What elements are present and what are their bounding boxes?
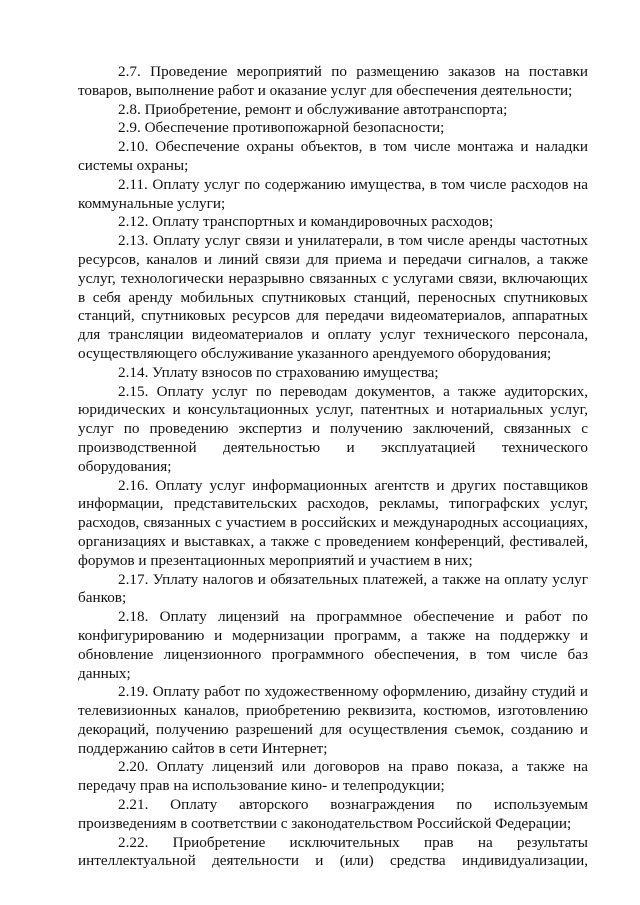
paragraph-2-12: 2.12. Оплату транспортных и командировочных расходов; <box>118 213 494 231</box>
document-body <box>78 63 588 871</box>
paragraph-2-7: 2.7. Проведение мероприятий по размещению заказов на поставки товаров, выполнение работ и оказание услуг для обеспечения деятельности; <box>78 63 588 99</box>
paragraph-2-20: 2.20. Оплату лицензий или договоров на право показа, а также на передачу прав на использование кино- и телепродукции; <box>78 758 588 795</box>
paragraph-2-17: 2.17. Уплату налогов и обязательных платежей, а также на оплату услуг банков; <box>78 570 588 607</box>
paragraph-2-8: 2.8. Приобретение, ремонт и обслуживание автотранспорта; <box>118 100 508 118</box>
paragraph-2-15: 2.15. Оплату услуг по переводам документов, а также аудиторских, юридических и консультационных услуг, патентных и нотариальных услуг, услуг по проведению экспертиз и получению заключений, связанных с производственной деятельностью и эксплуатацией технического оборудования; <box>78 382 588 475</box>
paragraph-2-22: 2.22. Приобретение исключительных прав на результаты интеллектуальной деятельности и (или) средства индивидуализации, <box>78 833 588 870</box>
paragraph-2-14: 2.14. Уплату взносов по страхованию имущества; <box>118 363 439 381</box>
paragraph-2-18: 2.18. Оплату лицензий на программное обеспечение и работ по конфигурированию и модернизации программ, а также на поддержку и обновление лицензионного программного обеспечения, в том числе баз данных; <box>78 608 588 682</box>
paragraph-2-13: 2.13. Оплату услуг связи и унилатерали, в том числе аренды частотных ресурсов, каналов и линий связи для приема и передачи сигналов, а также услуг, технологически неразрывно связанных с услугами связи, включающих в себя аренду мобильных спутниковых станций, переносных спутниковых станций, спутниковых ресурсов для передачи видеоматериалов, аппаратных для трансляции видеоматериалов и оплату услуг технического персонала, осуществляющего обслуживание указанного арендуемого оборудования; <box>78 232 588 362</box>
paragraph-2-21: 2.21. Оплату авторского вознаграждения по используемым произведениям в соответствии с законодательством Российской Федерации; <box>78 796 588 832</box>
paragraph-2-9: 2.9. Обеспечение противопожарной безопасности; <box>118 119 445 137</box>
paragraph-2-11: 2.11. Оплату услуг по содержанию имущества, в том числе расходов на коммунальные услуги; <box>78 175 588 212</box>
paragraph-2-19: 2.19. Оплату работ по художественному оформлению, дизайну студий и телевизионных каналов, приобретению реквизита, костюмов, изготовлению декораций, получению разрешений для осуществления съемок, созданию и поддержанию сайтов в сети Интернет; <box>78 683 588 757</box>
paragraph-2-16: 2.16. Оплату услуг информационных агентств и других поставщиков информации, представительских расходов, рекламы, типографских услуг, расходов, связанных с участием в российских и международных ассоциациях, организациях и выставках, а также с проведением конференций, фестивалей, форумов и презентационных мероприятий и участием в них; <box>78 476 588 569</box>
paragraph-2-10: 2.10. Обеспечение охраны объектов, в том числе монтажа и наладки системы охраны; <box>78 138 588 174</box>
